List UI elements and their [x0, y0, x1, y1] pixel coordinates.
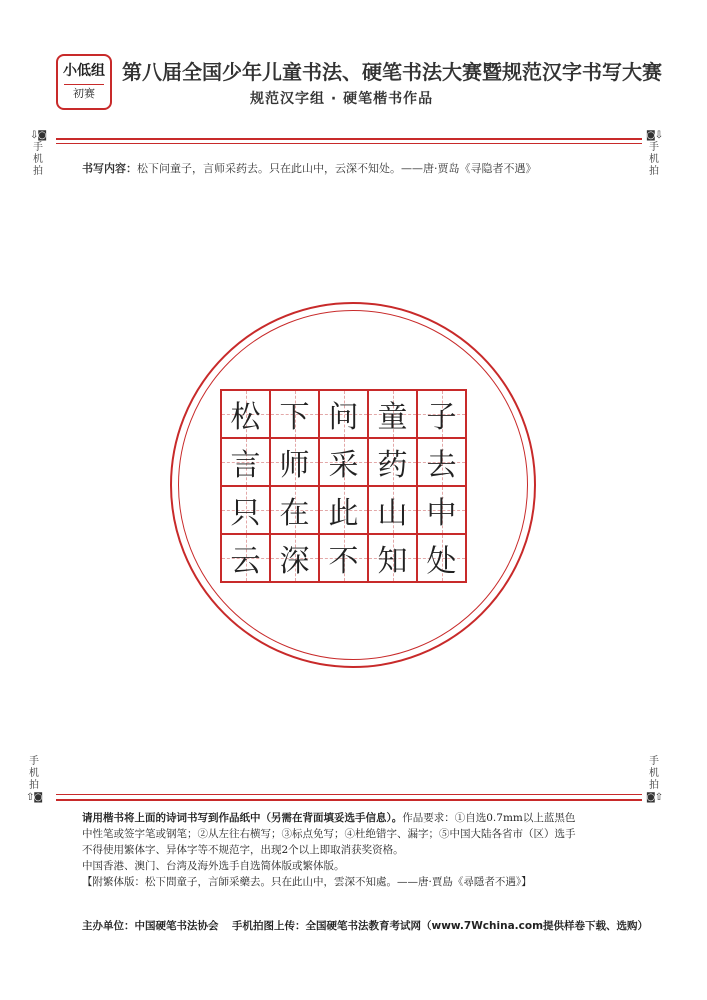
grid-char: 只 — [230, 496, 261, 531]
corner-top-right — [646, 130, 662, 178]
corner-top-left — [30, 130, 46, 178]
grid-cell — [221, 390, 270, 438]
grid-cell — [270, 438, 319, 486]
camera-download-icon: ◙⇩ — [646, 130, 663, 141]
upload-camera-icon: ⇧◙ — [26, 792, 43, 803]
grid-char: 采 — [328, 448, 359, 483]
writing-grid — [220, 389, 467, 583]
corner-bottom-left — [26, 756, 42, 804]
grid-char: 处 — [426, 544, 457, 579]
grid-char: 山 — [377, 496, 408, 531]
grid-char: 不 — [328, 544, 359, 579]
grid-char: 深 — [279, 544, 310, 579]
grid-char: 去 — [426, 448, 457, 483]
bottom-divider — [56, 799, 642, 801]
writing-content-label: 书写内容： — [82, 162, 137, 175]
camera-upload-icon: ◙⇧ — [646, 792, 663, 803]
requirements-line-2: 中性笔或签字笔或钢笔；②从左往右横写；③标点免写；④杜绝错字、漏字；⑤中国大陆各省市（区）选手 — [82, 828, 576, 840]
grid-cell — [368, 438, 417, 486]
seal-round-label: 初赛 — [64, 84, 104, 103]
page-subtitle: 规范汉字组 · 硬笔楷书作品 — [250, 91, 434, 107]
corner-bottom-right — [646, 756, 662, 804]
requirements-line-4: 中国香港、澳门、台湾及海外选手自选简体版或繁体版。 — [82, 860, 345, 872]
grid-cell — [319, 534, 368, 582]
corner-label: 手机拍 — [649, 142, 659, 177]
corner-label: 手机拍 — [29, 756, 39, 791]
bottom-divider-thin — [56, 794, 642, 795]
writing-content — [82, 160, 537, 176]
page-title: 第八届全国少年儿童书法、硬笔书法大赛暨规范汉字书写大赛 — [122, 60, 662, 84]
grid-cell — [319, 486, 368, 534]
seal-group-label: 小低组 — [63, 63, 105, 79]
grid-char: 言 — [230, 448, 261, 483]
top-divider — [56, 138, 642, 140]
grid-cell — [221, 438, 270, 486]
grid-cell — [319, 438, 368, 486]
grid-char: 药 — [377, 448, 408, 483]
upload-info: 手机拍图上传：全国硬笔书法教育考试网（www.7Wchina.com提供样卷下载、选购） — [232, 920, 649, 932]
grid-cell — [221, 534, 270, 582]
grid-char: 此 — [328, 496, 359, 531]
requirements-text: 作品要求：①自选0.7mm以上蓝黑色 — [402, 812, 576, 824]
requirements-block — [82, 810, 642, 890]
grid-cell — [417, 534, 466, 582]
grid-char: 松 — [230, 400, 261, 435]
grid-char: 问 — [328, 400, 359, 435]
grid-cell — [417, 438, 466, 486]
grid-cell — [270, 534, 319, 582]
grid-char: 中 — [426, 496, 457, 531]
grid-char: 童 — [377, 400, 408, 435]
requirements-line-3: 不得使用繁体字、异体字等不规范字，出现2个以上即取消获奖资格。 — [82, 844, 404, 856]
grid-char: 知 — [377, 544, 408, 579]
corner-label: 手机拍 — [649, 756, 659, 791]
grid-cell — [368, 486, 417, 534]
group-seal — [56, 54, 112, 110]
corner-label: 手机拍 — [33, 142, 43, 177]
grid-char: 在 — [279, 496, 310, 531]
grid-cell — [368, 534, 417, 582]
grid-cell — [417, 486, 466, 534]
host-organization: 主办单位：中国硬笔书法协会 — [82, 920, 219, 932]
grid-cell — [270, 390, 319, 438]
requirements-line-1 — [82, 810, 642, 826]
writing-content-text: 松下问童子，言师采药去。只在此山中，云深不知处。——唐·贾岛《寻隐者不遇》 — [137, 162, 537, 175]
top-divider-thin — [56, 143, 642, 144]
grid-cell — [270, 486, 319, 534]
grid-cell — [221, 486, 270, 534]
grid-cell — [319, 390, 368, 438]
grid-char: 师 — [279, 448, 310, 483]
grid-char: 下 — [279, 400, 310, 435]
grid-cell — [368, 390, 417, 438]
grid-cell — [417, 390, 466, 438]
grid-char: 子 — [426, 400, 457, 435]
download-camera-icon: ⇩◙ — [30, 130, 47, 141]
requirements-lead: 请用楷书将上面的诗词书写到作品纸中（另需在背面填妥选手信息）。 — [82, 812, 403, 824]
traditional-version-line: 【附繁体版：松下問童子，言師采藥去。只在此山中，雲深不知處。——唐·賈島《尋隱者不遇》】 — [82, 876, 532, 888]
grid-char: 云 — [230, 544, 261, 579]
